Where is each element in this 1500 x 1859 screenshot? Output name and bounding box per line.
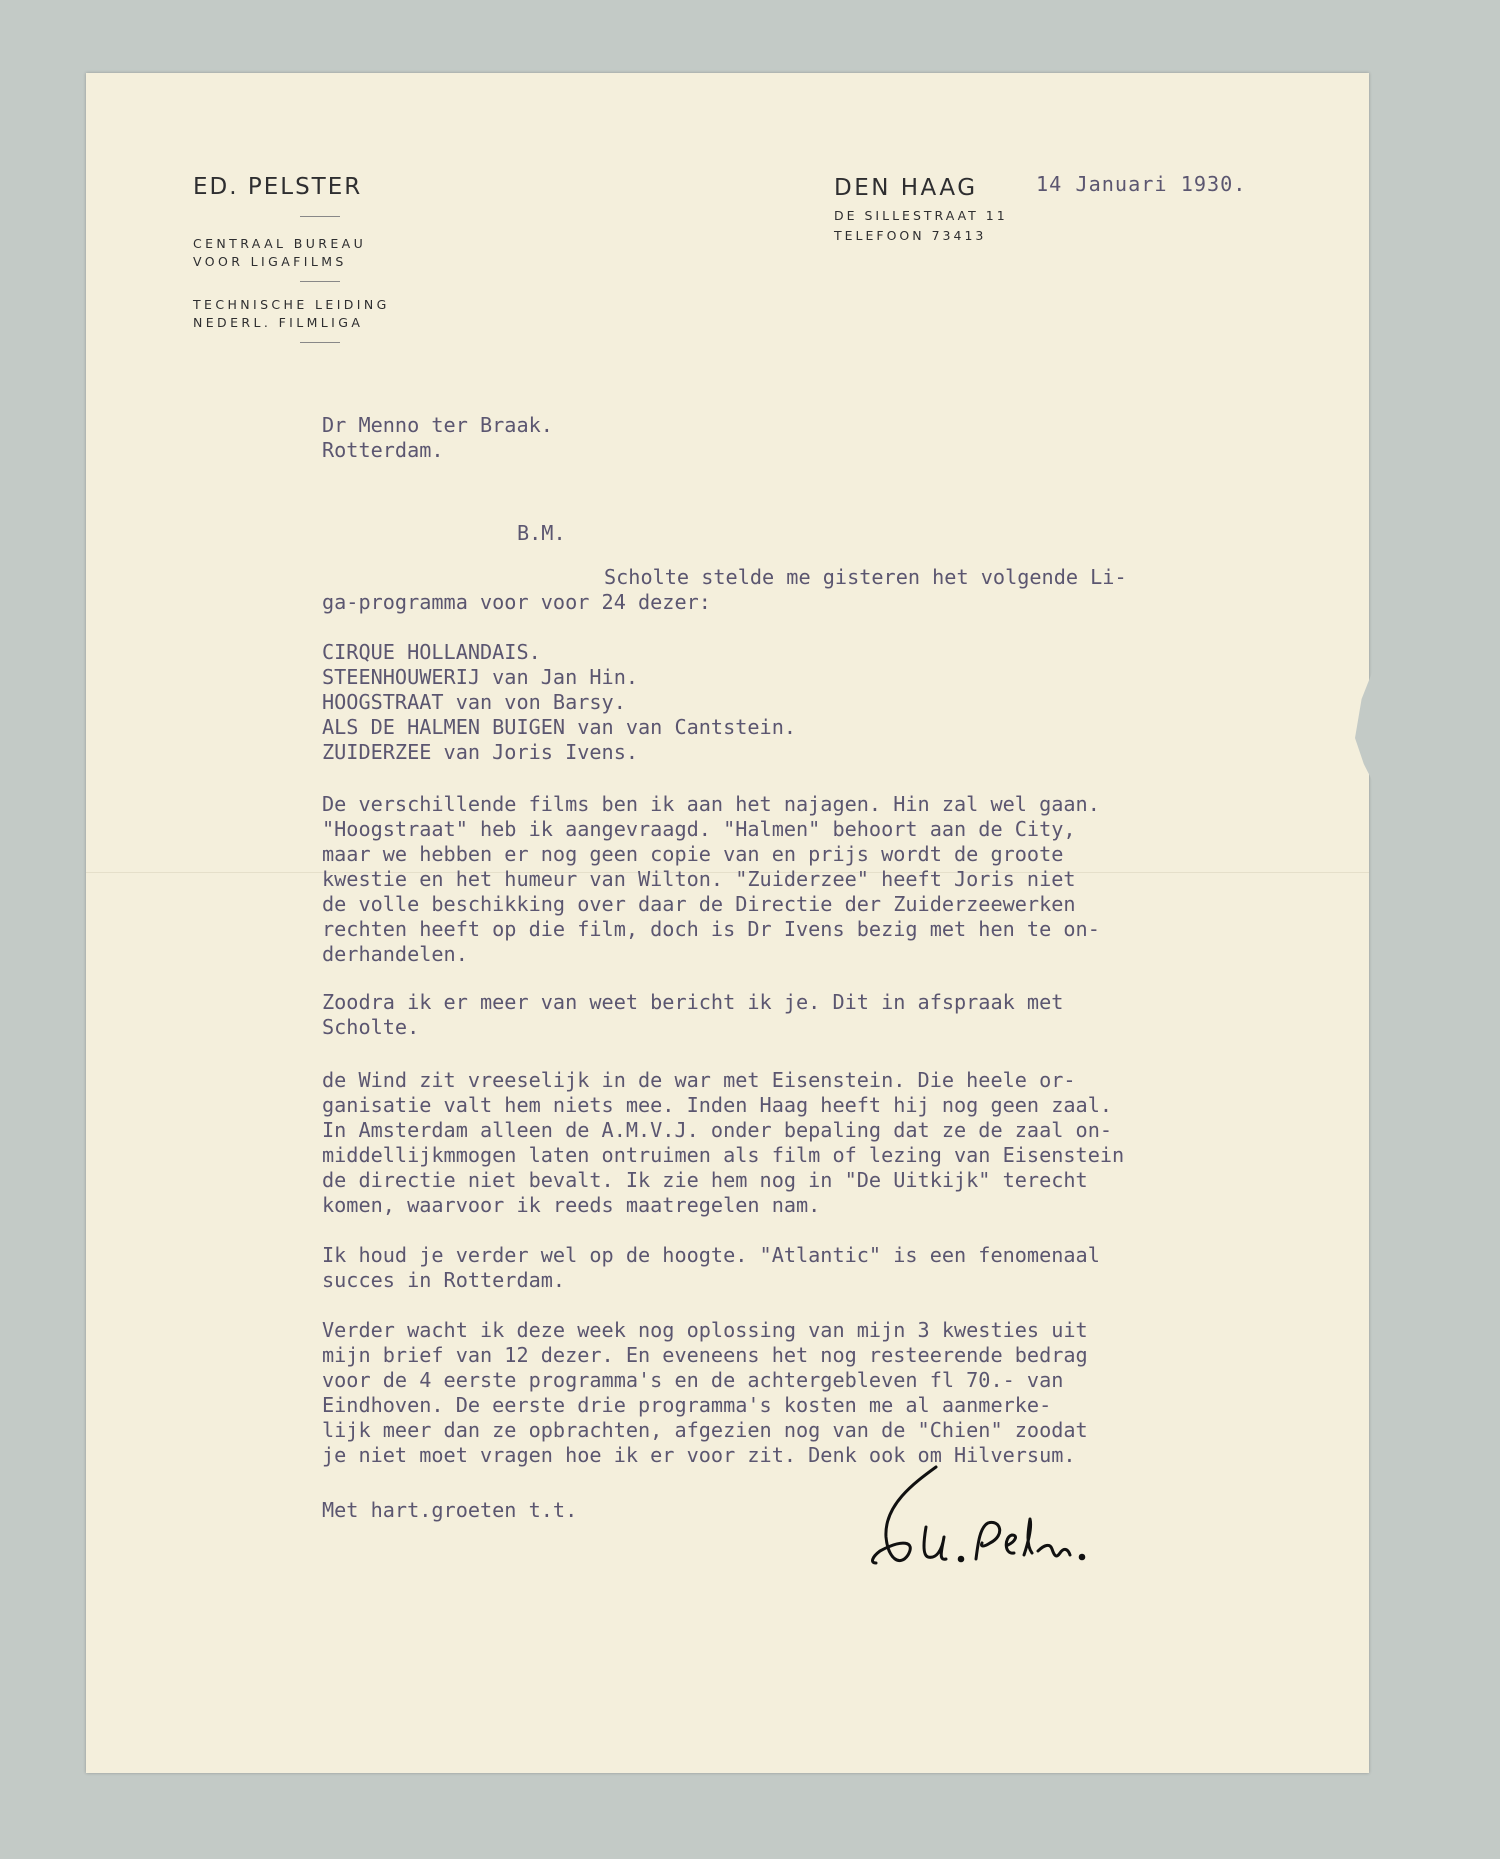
para3-line: middellijkmmogen laten ontruimen als film of lezing van Eisenstein: [322, 1143, 1125, 1167]
letterhead-city: DEN HAAG: [834, 175, 978, 201]
para3-line: ganisatie valt hem niets mee. Inden Haag heeft hij nog geen zaal.: [322, 1093, 1113, 1117]
para3-line: In Amsterdam alleen de A.M.V.J. onder bepaling dat ze de zaal on-: [322, 1118, 1113, 1142]
intro-line1: Scholte stelde me gisteren het volgende Li-: [604, 565, 1127, 589]
para4-line: succes in Rotterdam.: [322, 1268, 566, 1292]
para5-line: lijk meer dan ze opbrachten, afgezien nog van de "Chien" zoodat: [322, 1418, 1088, 1442]
para1-line: De verschillende films ben ik aan het najagen. Hin zal wel gaan.: [322, 792, 1100, 816]
para5-line: voor de 4 eerste programma's en de achtergebleven fl 70.- van: [322, 1368, 1064, 1392]
para2-line: Scholte.: [322, 1015, 420, 1039]
closing: Met hart.groeten t.t.: [322, 1498, 578, 1522]
para4-line: Ik houd je verder wel op de hoogte. "Atlantic" is een fenomenaal: [322, 1243, 1100, 1267]
letterhead-street: DE SILLESTRAAT 11: [834, 208, 1008, 223]
letterhead-dept1-line1: CENTRAAL BUREAU: [193, 236, 367, 251]
letterhead-rule: [300, 216, 340, 217]
program-item: HOOGSTRAAT van von Barsy.: [322, 690, 626, 714]
addressee-line2: Rotterdam.: [322, 438, 444, 462]
intro-line2: ga-programma voor voor 24 dezer:: [322, 590, 711, 614]
program-item: ZUIDERZEE van Joris Ivens.: [322, 740, 639, 764]
para1-line: maar we hebben er nog geen copie van en prijs wordt de groote: [322, 842, 1064, 866]
handwritten-signature: [866, 1455, 1116, 1585]
para1-line: de volle beschikking over daar de Directie der Zuiderzeewerken: [322, 892, 1076, 916]
salutation: B.M.: [517, 521, 566, 545]
letterhead-phone: TELEFOON 73413: [834, 228, 987, 243]
letterhead-name: ED. PELSTER: [193, 174, 363, 200]
letterhead-dept2-line1: TECHNISCHE LEIDING: [193, 297, 390, 312]
program-item: ALS DE HALMEN BUIGEN van van Cantstein.: [322, 715, 797, 739]
para3-line: komen, waarvoor ik reeds maatregelen nam.: [322, 1193, 821, 1217]
para1-line: derhandelen.: [322, 942, 468, 966]
letterhead-dept2-line2: NEDERL. FILMLIGA: [193, 315, 364, 330]
addressee-line1: Dr Menno ter Braak.: [322, 413, 553, 437]
para1-line: kwestie en het humeur van Wilton. "Zuiderzee" heeft Joris niet: [322, 867, 1076, 891]
para1-line: rechten heeft op die film, doch is Dr Ivens bezig met hen te on-: [322, 917, 1100, 941]
letterhead-dept1-line2: VOOR LIGAFILMS: [193, 254, 347, 269]
program-item: STEENHOUWERIJ van Jan Hin.: [322, 665, 639, 689]
letterhead-rule: [300, 281, 340, 282]
program-item: CIRQUE HOLLANDAIS.: [322, 640, 541, 664]
para2-line: Zoodra ik er meer van weet bericht ik je. Dit in afspraak met: [322, 990, 1064, 1014]
para5-line: Verder wacht ik deze week nog oplossing van mijn 3 kwesties uit: [322, 1318, 1088, 1342]
para5-line: mijn brief van 12 dezer. En eveneens het nog resteerende bedrag: [322, 1343, 1088, 1367]
para1-line: "Hoogstraat" heb ik aangevraagd. "Halmen" behoort aan de City,: [322, 817, 1076, 841]
letter-date: 14 Januari 1930.: [1036, 172, 1247, 196]
para3-line: de directie niet bevalt. Ik zie hem nog in "De Uitkijk" terecht: [322, 1168, 1088, 1192]
para5-line: Eindhoven. De eerste drie programma's kosten me al aanmerke-: [322, 1393, 1052, 1417]
para5-line: je niet moet vragen hoe ik er voor zit. Denk ook om Hilversum.: [322, 1443, 1076, 1467]
letterhead-rule: [300, 342, 340, 343]
para3-line: de Wind zit vreeselijk in de war met Eisenstein. Die heele or-: [322, 1068, 1076, 1092]
